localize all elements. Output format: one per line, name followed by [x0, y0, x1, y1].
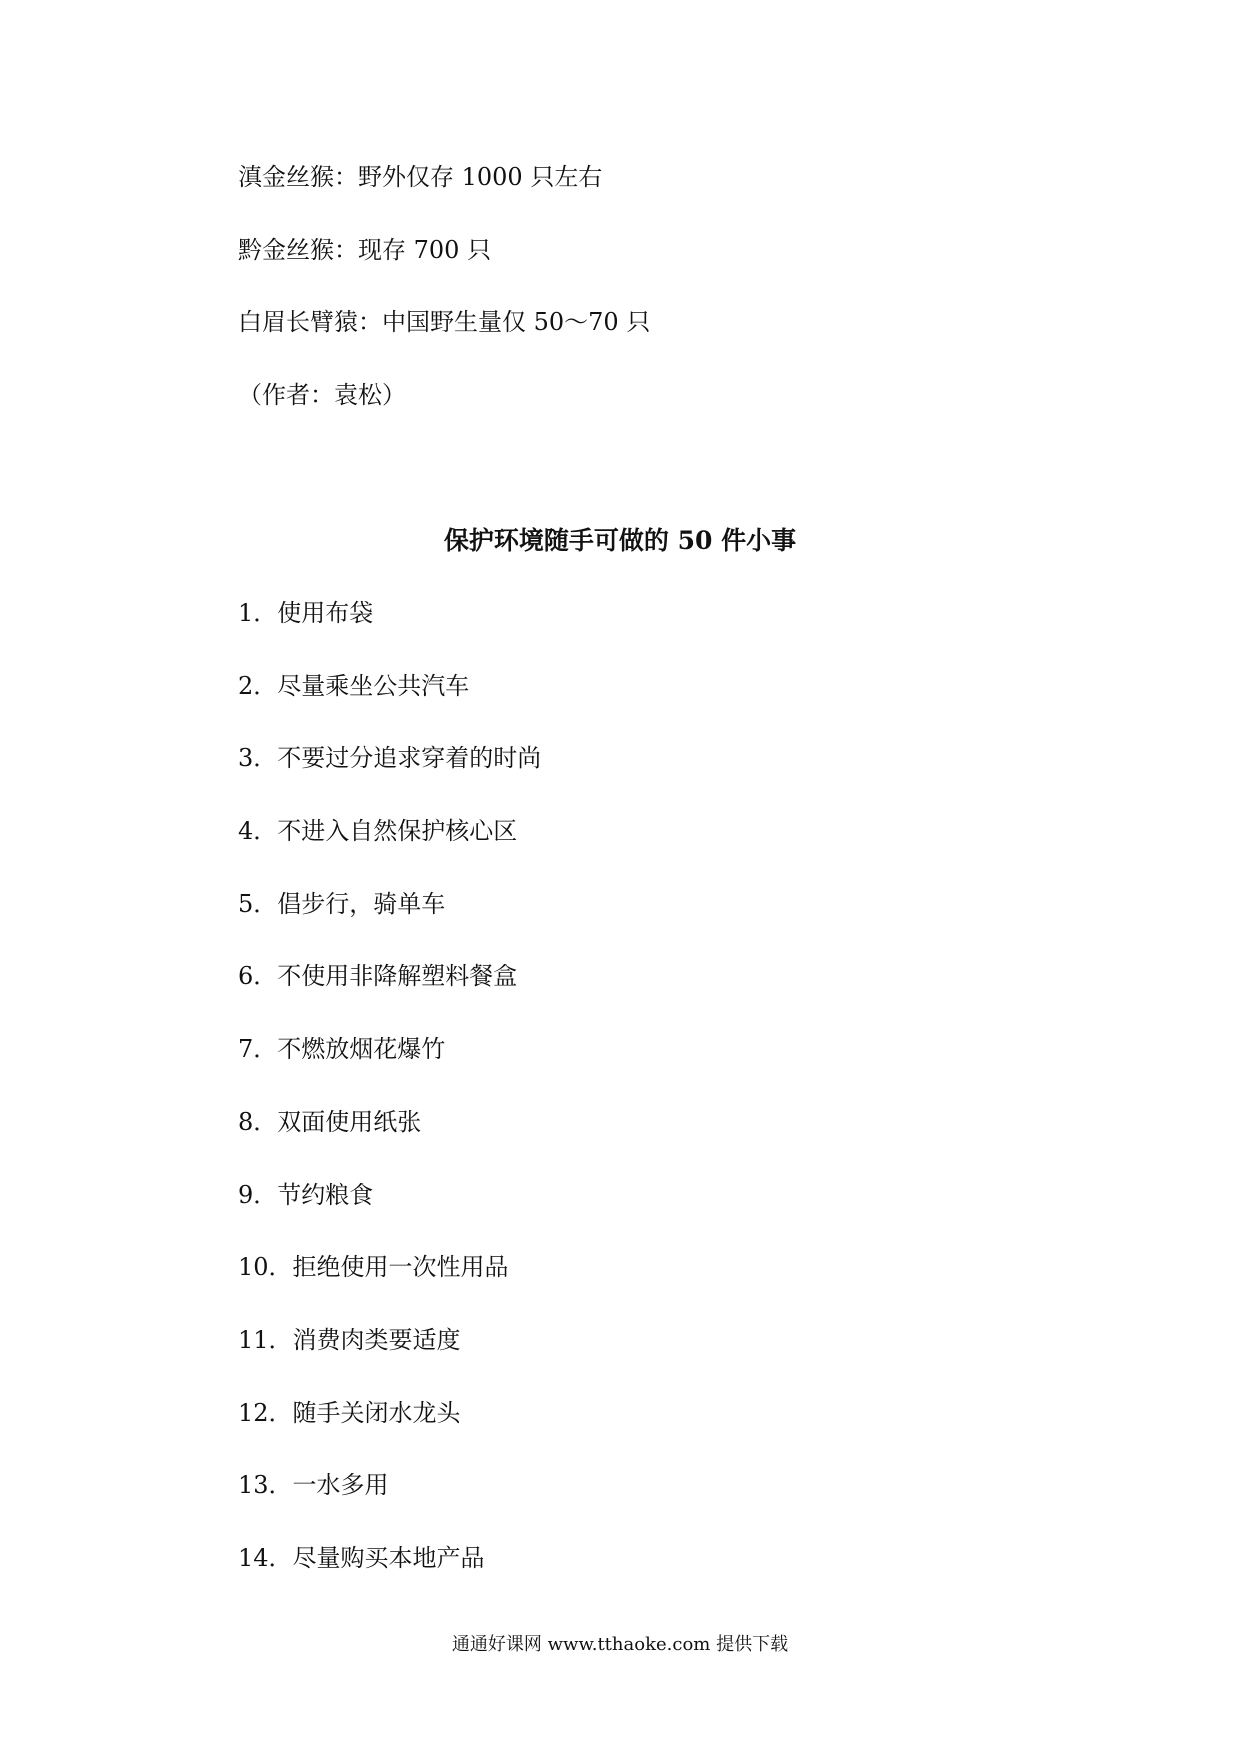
page-footer: 通通好课网 www.tthaoke.com 提供下载 [451, 1634, 789, 1655]
list-item: 13．一水多用 [238, 1471, 389, 1500]
list-item: 12．随手关闭水龙头 [238, 1398, 461, 1427]
list-item: 10．拒绝使用一次性用品 [238, 1253, 509, 1282]
list-item: 5．倡步行，骑单车 [238, 889, 446, 918]
list-item: 11．消费肉类要适度 [238, 1325, 461, 1354]
list-item: 8．双面使用纸张 [238, 1107, 422, 1136]
list-item: 4．不进入自然保护核心区 [238, 817, 518, 846]
list-item: 9．节约粮食 [238, 1180, 374, 1209]
section-title: 保护环境随手可做的 50 件小事 [443, 526, 797, 555]
tips-list [238, 597, 541, 1615]
list-item: 3．不要过分追求穿着的时尚 [238, 744, 542, 773]
species-line-1: 滇金丝猴：野外仅存 1000 只左右 [238, 163, 603, 191]
list-item: 1．使用布袋 [238, 599, 374, 627]
species-line-3: 白眉长臂猿：中国野生量仅 50～70 只 [238, 308, 651, 336]
author-note: （作者：袁松） [238, 381, 406, 409]
list-item: 7．不燃放烟花爆竹 [238, 1035, 446, 1064]
species-line-2: 黔金丝猴：现存 700 只 [238, 236, 492, 264]
list-item: 6．不使用非降解塑料餐盒 [238, 962, 518, 991]
list-item: 14．尽量购买本地产品 [238, 1543, 485, 1572]
list-item: 2．尽量乘坐公共汽车 [238, 671, 470, 700]
